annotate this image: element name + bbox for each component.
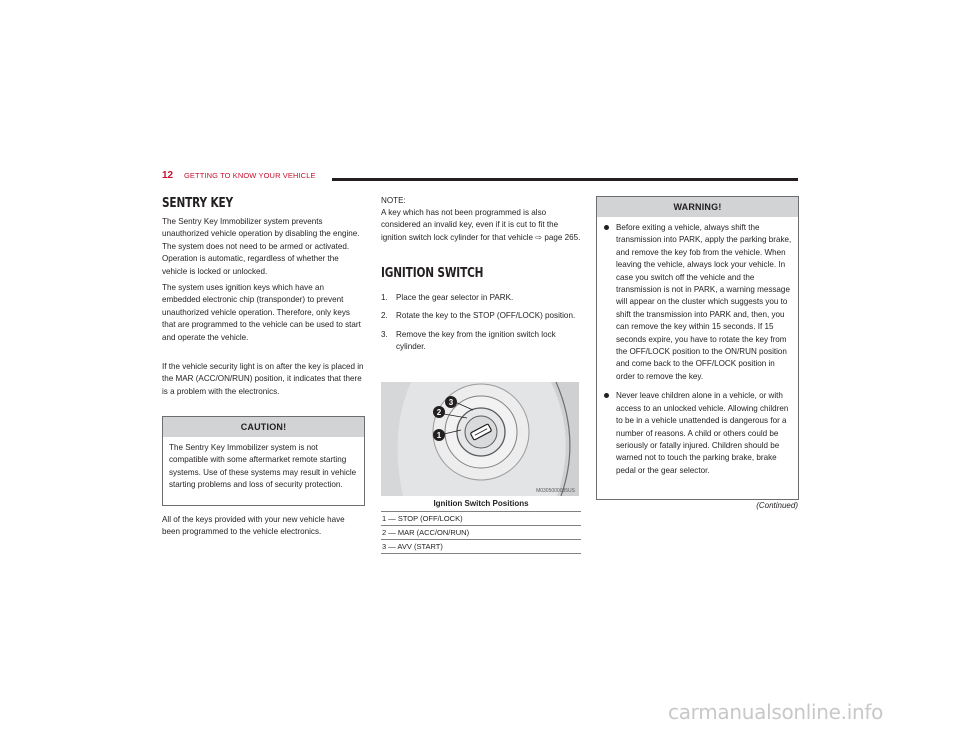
- figure-marker-3: [445, 396, 457, 408]
- warning-title: WARNING!: [597, 197, 798, 217]
- warning-item: [603, 390, 792, 477]
- figure-marker-1: [433, 429, 445, 441]
- ignition-switch-illustration: [381, 382, 579, 496]
- step-number: 2.: [381, 311, 388, 321]
- page-ref-arrow-icon: ⇨: [535, 232, 543, 242]
- figure-caption: Ignition Switch Positions: [433, 499, 529, 508]
- sentry-key-paragraph-1: The Sentry Key Immobilizer system prevents unauthorized vehicle operation by disabling the engine. The system does not need to be armed or activated. Operation is automatic, regardless of whether the vehicle is locked or unlocked.: [162, 217, 360, 276]
- note-label: NOTE:: [381, 196, 406, 205]
- sentry-key-heading: SENTRY KEY: [162, 195, 234, 211]
- warning-item-text: Never leave children alone in a vehicle, or with access to an unlocked vehicle. Allowing children to be in a vehicle unattended is dangerous for a number of reasons. A child or others could be seriously or fatally injured. Children should be warned not to touch the parking brake, brake pedal or the gear selector.: [616, 391, 789, 475]
- warning-list: [603, 222, 792, 477]
- sentry-key-paragraph-3: If the vehicle security light is on after the key is placed in the MAR (ACC/ON/RUN) position, it indicates that there is a problem with the electronics.: [162, 362, 364, 396]
- header-rule: [332, 178, 798, 181]
- step-text: Rotate the key to the STOP (OFF/LOCK) position.: [396, 311, 576, 321]
- legend-row: 2 — MAR (ACC/ON/RUN): [381, 526, 581, 540]
- ignition-steps-list: [381, 292, 581, 360]
- sentry-key-paragraph-2: The system uses ignition keys which have an embedded electronic chip (transponder) to prevent unauthorized vehicle operation. Therefore, only keys that are programmed to the vehicle can be used to start and operate the vehicle.: [162, 283, 361, 342]
- ignition-switch-figure: [381, 382, 579, 496]
- warning-body: [597, 217, 798, 489]
- caution-text: The Sentry Key Immobilizer system is not compatible with some aftermarket remote starting systems. Use of these systems may result in vehicle starting problems and loss of security protection.: [169, 443, 357, 490]
- figure-legend: [381, 511, 581, 554]
- step-item: [381, 329, 581, 354]
- legend-row: 1 — STOP (OFF/LOCK): [381, 511, 581, 526]
- caution-box: [162, 416, 365, 506]
- step-text: Remove the key from the ignition switch lock cylinder.: [396, 329, 556, 352]
- step-number: 3.: [381, 329, 388, 339]
- legend-row: 3 — AVV (START): [381, 540, 581, 554]
- step-item: [381, 292, 581, 304]
- page-number: 12: [162, 170, 174, 181]
- marker-label-2: 2: [436, 408, 442, 417]
- step-number: 1.: [381, 293, 388, 302]
- bullet-icon: [604, 393, 609, 398]
- step-item: [381, 310, 581, 322]
- ignition-switch-heading: IGNITION SWITCH: [381, 265, 484, 281]
- warning-item: [603, 222, 792, 383]
- step-text: Place the gear selector in PARK.: [396, 293, 514, 302]
- note-body: A key which has not been programmed is also considered an invalid key, even if it is cut to fit the ignition switch lock cylinder for that vehicle: [381, 208, 559, 242]
- warning-box: [596, 196, 799, 500]
- figure-marker-2: [433, 406, 445, 418]
- warning-item-text: Before exiting a vehicle, always shift the transmission into PARK, apply the parking brake, and remove the key fob from the vehicle. When leaving the vehicle, always lock your vehicle. In case you switch off the vehicle and the transmission is not in PARK, a warning message will appear on the cluster which suggests you to shift the transmission into PARK and, then, you can remove the key within 15 seconds. If 15 seconds expire, you have to rotate the key from the OFF/LOCK position to the ON/RUN position and come back to the OFF/LOCK position in order to remove the key.: [616, 223, 792, 381]
- marker-label-1: 1: [436, 431, 442, 440]
- section-title: GETTING TO KNOW YOUR VEHICLE: [184, 171, 316, 180]
- sentry-key-closing: All of the keys provided with your new vehicle have been programmed to the vehicle electronics.: [162, 515, 345, 537]
- figure-code: M0305000085US: [536, 488, 575, 494]
- bullet-icon: [604, 225, 609, 230]
- caution-title: CAUTION!: [163, 417, 364, 437]
- page-header: [162, 170, 798, 188]
- note-text: [381, 207, 581, 244]
- marker-label-3: 3: [448, 398, 454, 407]
- continued-label: (Continued): [756, 501, 798, 510]
- page-reference-link[interactable]: page 265.: [544, 232, 581, 242]
- watermark-text: carmanualsonline.info: [668, 700, 884, 724]
